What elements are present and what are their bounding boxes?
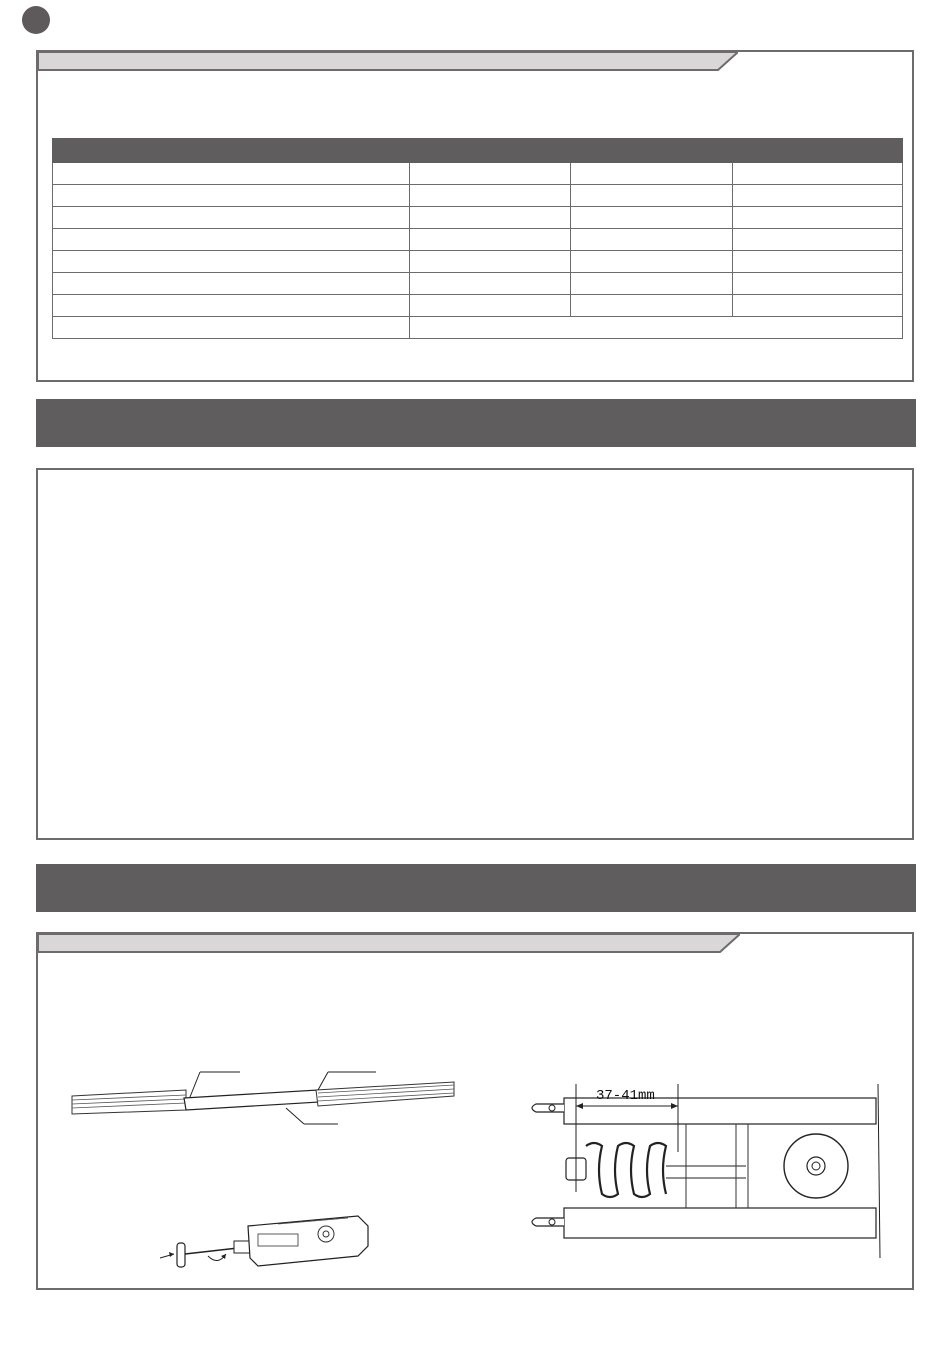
table-row xyxy=(53,251,903,273)
installation-panel xyxy=(36,932,914,1290)
table-cell xyxy=(733,207,903,229)
table-cell xyxy=(733,185,903,207)
table-cell xyxy=(410,163,571,185)
table-header-row xyxy=(53,139,903,163)
table-cell xyxy=(410,295,571,317)
table-row xyxy=(53,185,903,207)
table-cell xyxy=(410,251,571,273)
section-heading-band-2 xyxy=(36,864,916,912)
table-row xyxy=(53,295,903,317)
table-cell xyxy=(53,185,410,207)
table-cell xyxy=(410,207,571,229)
table-cell xyxy=(53,229,410,251)
table-cell xyxy=(733,295,903,317)
specifications-table xyxy=(52,138,903,339)
table-row xyxy=(53,207,903,229)
table-cell xyxy=(53,251,410,273)
table-cell xyxy=(571,207,733,229)
dimension-label: 37-41mm xyxy=(596,1088,655,1104)
section-tab-header xyxy=(38,934,740,952)
table-cell xyxy=(410,229,571,251)
table-cell xyxy=(571,185,733,207)
table-cell xyxy=(733,229,903,251)
spring-measurement-illustration xyxy=(526,1082,888,1260)
table-cell xyxy=(733,273,903,295)
content-panel xyxy=(36,468,914,840)
table-header-cell xyxy=(53,139,903,163)
specifications-panel xyxy=(36,50,914,382)
section-heading-band-1 xyxy=(36,399,916,447)
table-cell xyxy=(53,295,410,317)
page-number-badge xyxy=(22,6,50,34)
table-row xyxy=(53,163,903,185)
table-row xyxy=(53,273,903,295)
table-row xyxy=(53,317,903,339)
table-cell xyxy=(571,229,733,251)
table-cell xyxy=(571,273,733,295)
table-cell-merged xyxy=(410,317,903,339)
table-cell xyxy=(571,295,733,317)
table-cell xyxy=(53,163,410,185)
table-cell xyxy=(571,251,733,273)
table-cell xyxy=(571,163,733,185)
table-cell xyxy=(733,163,903,185)
section-tab-header xyxy=(38,52,738,70)
table-row xyxy=(53,229,903,251)
table-cell xyxy=(53,273,410,295)
release-key-illustration xyxy=(158,1196,388,1286)
table-cell xyxy=(53,317,410,339)
table-cell xyxy=(410,273,571,295)
rail-joint-illustration xyxy=(68,1062,468,1132)
table-cell xyxy=(733,251,903,273)
table-cell xyxy=(410,185,571,207)
table-cell xyxy=(53,207,410,229)
